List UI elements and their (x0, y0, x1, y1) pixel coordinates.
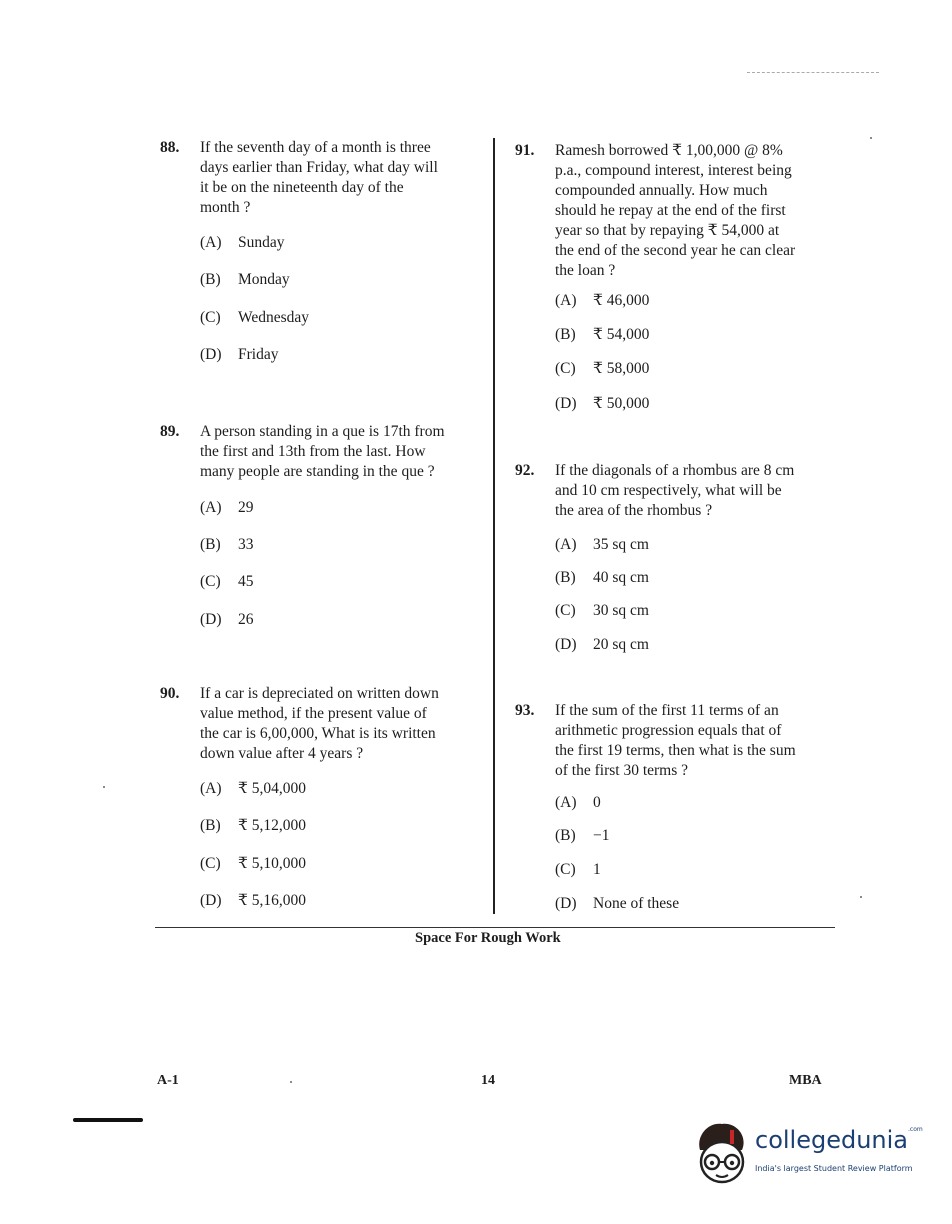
logo-wordmark: collegedunia$^{.com}$ (755, 1126, 923, 1154)
option-d: (D) 26 (200, 611, 254, 628)
option-c: (C) 30 sq cm (555, 602, 649, 619)
scan-dash-line (747, 72, 879, 73)
rough-work-divider (155, 927, 835, 928)
question-number: 89. (160, 423, 180, 440)
scan-mark (73, 1118, 143, 1122)
option-b: (B) −1 (555, 827, 610, 844)
question-text: If the seventh day of a month is three days earlier than Friday, what day will it be on the nineteenth day of the month ? (200, 139, 438, 216)
question-number: 88. (160, 139, 180, 156)
rough-work-label: Space For Rough Work (415, 930, 561, 946)
option-a: (A) 0 (555, 794, 601, 811)
option-b: (B) Monday (200, 271, 290, 288)
option-a: (A) 35 sq cm (555, 536, 649, 553)
logo-tagline: India's largest Student Review Platform (755, 1164, 913, 1173)
option-b: (B) ₹ 54,000 (555, 326, 650, 343)
option-d: (D) ₹ 5,16,000 (200, 892, 306, 909)
question-number: 93. (515, 702, 535, 719)
option-a: (A) ₹ 5,04,000 (200, 780, 306, 797)
question-number: 91. (515, 142, 535, 159)
scan-dot (103, 786, 105, 788)
question-text: If a car is depreciated on written down value method, if the present value of the car is 6,00,000, What is its written down value after 4 years ? (200, 685, 439, 762)
question-number: 92. (515, 462, 535, 479)
option-a: (A) ₹ 46,000 (555, 292, 650, 309)
question-text: Ramesh borrowed ₹ 1,00,000 @ 8% p.a., compound interest, interest being compounded annually. How much should he repay at the end of the first year so that by repaying ₹ 54,000 at the end of the second year he can clear the loan ? (555, 142, 796, 279)
question-text: If the diagonals of a rhombus are 8 cm and 10 cm respectively, what will be the area of the rhombus ? (555, 462, 795, 519)
option-d: (D) None of these (555, 895, 680, 912)
option-b: (B) 33 (200, 536, 254, 553)
question-text: If the sum of the first 11 terms of an arithmetic progression equals that of the first 19 terms, then what is the sum of the first 30 terms ? (555, 702, 796, 779)
footer-page-number: 14 (481, 1073, 495, 1088)
footer-exam-name: MBA (789, 1073, 822, 1088)
option-c: (C) Wednesday (200, 309, 310, 326)
option-c: (C) ₹ 5,10,000 (200, 855, 306, 872)
question-text: A person standing in a que is 17th from the first and 13th from the last. How many people are standing in the que ? (200, 423, 445, 480)
option-c: (C) 1 (555, 861, 601, 878)
option-d: (D) ₹ 50,000 (555, 395, 650, 412)
footer-booklet-code: A-1 (157, 1073, 179, 1088)
column-divider (493, 138, 495, 914)
scan-dot (870, 137, 872, 139)
option-b: (B) 40 sq cm (555, 569, 649, 586)
scan-dot (860, 896, 862, 898)
scan-dot (290, 1081, 292, 1083)
option-a: (A) Sunday (200, 234, 285, 251)
option-d: (D) 20 sq cm (555, 636, 649, 653)
mascot-icon (690, 1118, 752, 1190)
option-c: (C) 45 (200, 573, 254, 590)
option-a: (A) 29 (200, 499, 254, 516)
option-c: (C) ₹ 58,000 (555, 360, 650, 377)
option-b: (B) ₹ 5,12,000 (200, 817, 306, 834)
question-number: 90. (160, 685, 180, 702)
option-d: (D) Friday (200, 346, 279, 363)
collegedunia-logo (690, 1118, 930, 1190)
